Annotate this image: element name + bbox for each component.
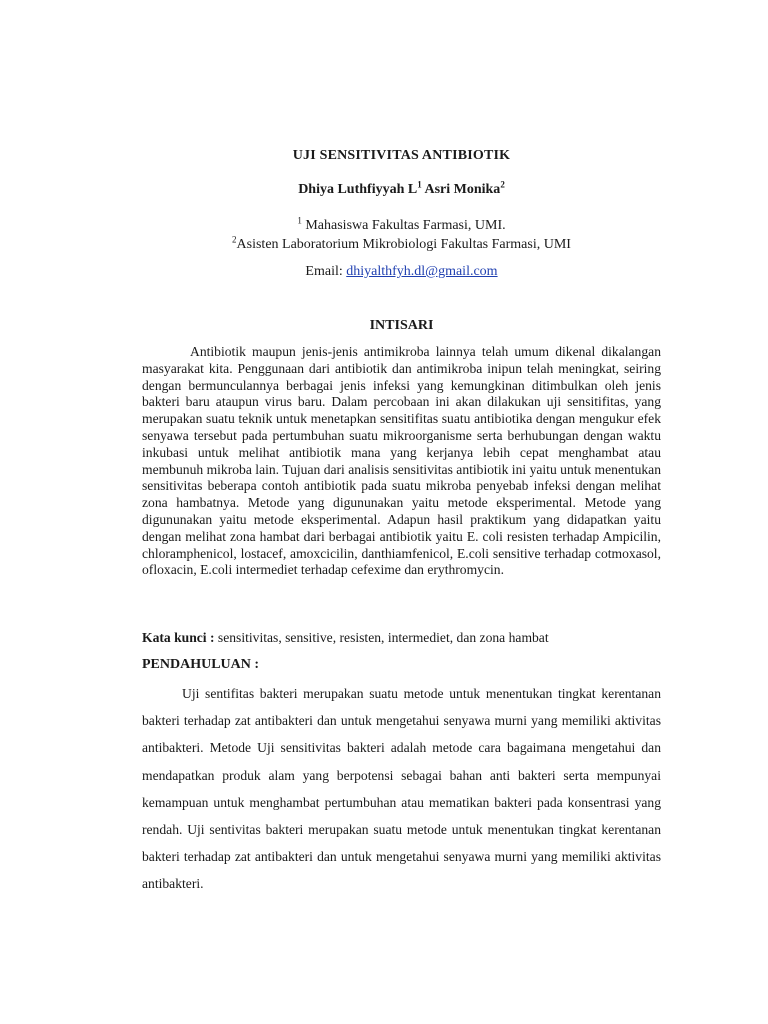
affiliation-2-text: Asisten Laboratorium Mikrobiologi Fakultas Farmasi, UMI bbox=[236, 237, 571, 252]
email-line bbox=[142, 264, 661, 280]
keywords-line bbox=[142, 629, 661, 646]
author-1-sup: 1 bbox=[417, 179, 422, 190]
email-link[interactable]: dhiyalthfyh.dl@gmail.com bbox=[346, 264, 498, 279]
abstract-paragraph: Antibiotik maupun jenis-jenis antimikroba lainnya telah umum dikenal dikalangan masyarakat kita. Penggunaan dari antibiotik dan antimikroba inipun telah meningkat, seiring dengan bermunculannya berbagai jenis infeksi yang kemungkinan ditimbulkan oleh jenis bakteri baru ataupun virus baru. Dalam percobaan ini akan dilakukan uji sensitifitas, yang merupakan suatu teknik untuk menetapkan sensitifitas suatu antibiotika dengan mengukur efek senyawa tersebut pada pertumbuhan suatu mikroorganisme serta berhubungan dengan waktu inkubasi untuk melihat antibiotik mana yang kerjanya lebih cepat menghambat atau membunuh mikroba lain. Tujuan dari analisis sensitivitas antibiotik ini yaitu untuk menentukan sensitivitas beberapa contoh antibiotik pada suatu mikroba penyebab infeksi dengan melihat zona hambatnya. Metode yang digununakan yaitu metode eksperimental. Metode yang digununakan yaitu metode eksperimental. Adapun hasil praktikum yang didapatkan yaitu dengan melihat zona hambat dari berbagai antibiotik yaitu E. coli resisten terhadap Ampicilin, chloramphenicol, lostacef, amoxcicilin, danthiamfenicol, E.coli sensitive terhadap cotmoxasol, ofloxacin, E.coli intermediet terhadap cefexime dan erythromycin. bbox=[142, 344, 661, 578]
affiliation-2-sup: 2 bbox=[232, 234, 237, 245]
author-line bbox=[142, 179, 661, 198]
keywords-text: sensitivitas, sensitive, resisten, intermediet, dan zona hambat bbox=[217, 630, 549, 645]
affiliation-1 bbox=[142, 215, 661, 234]
author-2-sup: 2 bbox=[500, 179, 505, 190]
section-heading-pendahuluan: PENDAHULUAN : bbox=[142, 657, 260, 672]
abstract-heading: INTISARI bbox=[369, 318, 434, 333]
author-2-name: Asri Monika bbox=[424, 182, 501, 197]
author-1-name: Dhiya Luthfiyyah L bbox=[298, 182, 418, 197]
affiliation-2 bbox=[142, 234, 661, 253]
affiliation-1-sup: 1 bbox=[297, 215, 302, 226]
section-body-paragraph: Uji sentifitas bakteri merupakan suatu metode untuk menentukan tingkat kerentanan bakteri terhadap zat antibakteri dan untuk mengetahui senyawa murni yang memiliki aktivitas antibakteri. Metode Uji sensitivitas bakteri adalah metode cara bagaimana mengetahui dan mendapatkan produk alam yang berpotensi sebagai bahan anti bakteri serta mempunyai kemampuan untuk menghambat pertumbuhan atau mematikan bakteri pada konsentrasi yang rendah. Uji sentivitas bakteri merupakan suatu metode untuk menentukan tingkat kerentanan bakteri terhadap zat antibakteri dan untuk mengetahui senyawa murni yang memiliki aktivitas antibakteri. bbox=[142, 686, 661, 892]
keywords-label: Kata kunci : bbox=[142, 630, 215, 645]
email-label: Email: bbox=[305, 264, 343, 279]
affiliation-1-text: Mahasiswa Fakultas Farmasi, UMI. bbox=[305, 218, 506, 233]
paper-title: UJI SENSITIVITAS ANTIBIOTIK bbox=[292, 148, 511, 163]
